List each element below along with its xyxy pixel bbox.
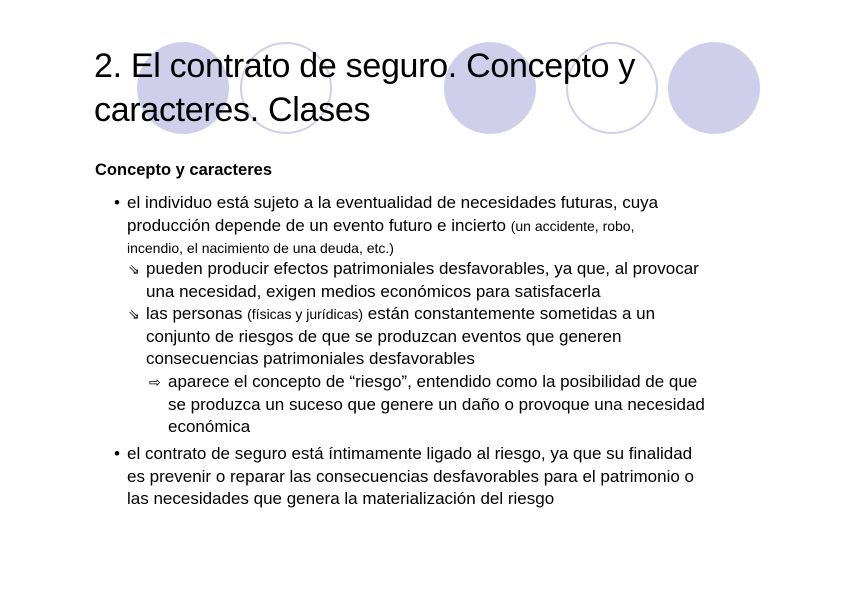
bullet-2-text bbox=[127, 443, 694, 511]
arrow-icon: ⇘ bbox=[128, 261, 140, 277]
subsubpoint-line-2: se produzca un suceso que genere un daño o provoque una necesidad bbox=[168, 394, 705, 414]
bullet-2-line-3: las necesidades que genera la materialización del riesgo bbox=[127, 489, 555, 508]
subsubpoint-line-3: económica bbox=[168, 417, 251, 436]
arrow-right-icon: ⇨ bbox=[149, 374, 161, 390]
subpoint-1-line-2: una necesidad, exigen medios económicos para satisfacerla bbox=[146, 281, 601, 301]
slide-title bbox=[94, 44, 774, 132]
subpoint-2-line-3: consecuencias patrimoniales desfavorables bbox=[146, 349, 475, 368]
arrow-icon: ⇘ bbox=[128, 306, 140, 322]
bullet-1-line-3: incendio, el nacimiento de una deuda, etc.) bbox=[127, 240, 394, 256]
subpoint-2-line-1: las personas (físicas y jurídicas) están constantemente sometidas a un bbox=[146, 304, 656, 323]
bullet-1-line-1: el individuo está sujeto a la eventualidad de necesidades futuras, cuya bbox=[127, 193, 659, 212]
subsubpoint-line-1: aparece el concepto de “riesgo”, entendido como la posibilidad de que bbox=[168, 372, 698, 391]
title-line-1: 2. El contrato de seguro. Concepto y bbox=[94, 47, 636, 85]
subpoint-2-parenthetical: (físicas y jurídicas) bbox=[247, 306, 364, 322]
bullet-2-line-2: es prevenir o reparar las consecuencias desfavorables para el patrimonio o bbox=[127, 466, 694, 486]
subsubpoint-text bbox=[168, 371, 705, 439]
bullet-1-line-2: producción depende de un evento futuro e incierto (un accidente, robo, bbox=[127, 215, 635, 235]
subpoint-1-line-1: pueden producir efectos patrimoniales desfavorables, ya que, al provocar bbox=[146, 259, 699, 278]
bullet-marker: • bbox=[114, 444, 120, 463]
title-line-2: caracteres. Clases bbox=[94, 91, 371, 129]
bullet-1-examples: (un accidente, robo, bbox=[510, 217, 635, 234]
section-subheading: Concepto y caracteres bbox=[95, 161, 272, 179]
bullet-1-text bbox=[127, 192, 658, 260]
bullet-marker: • bbox=[114, 193, 120, 212]
subpoint-1-text bbox=[146, 258, 699, 303]
bullet-2-line-1: el contrato de seguro está íntimamente ligado al riesgo, ya que su finalidad bbox=[127, 444, 693, 463]
subpoint-2-text bbox=[146, 303, 655, 371]
subpoint-2-line-2: conjunto de riesgos de que se produzcan eventos que generen bbox=[146, 326, 622, 346]
